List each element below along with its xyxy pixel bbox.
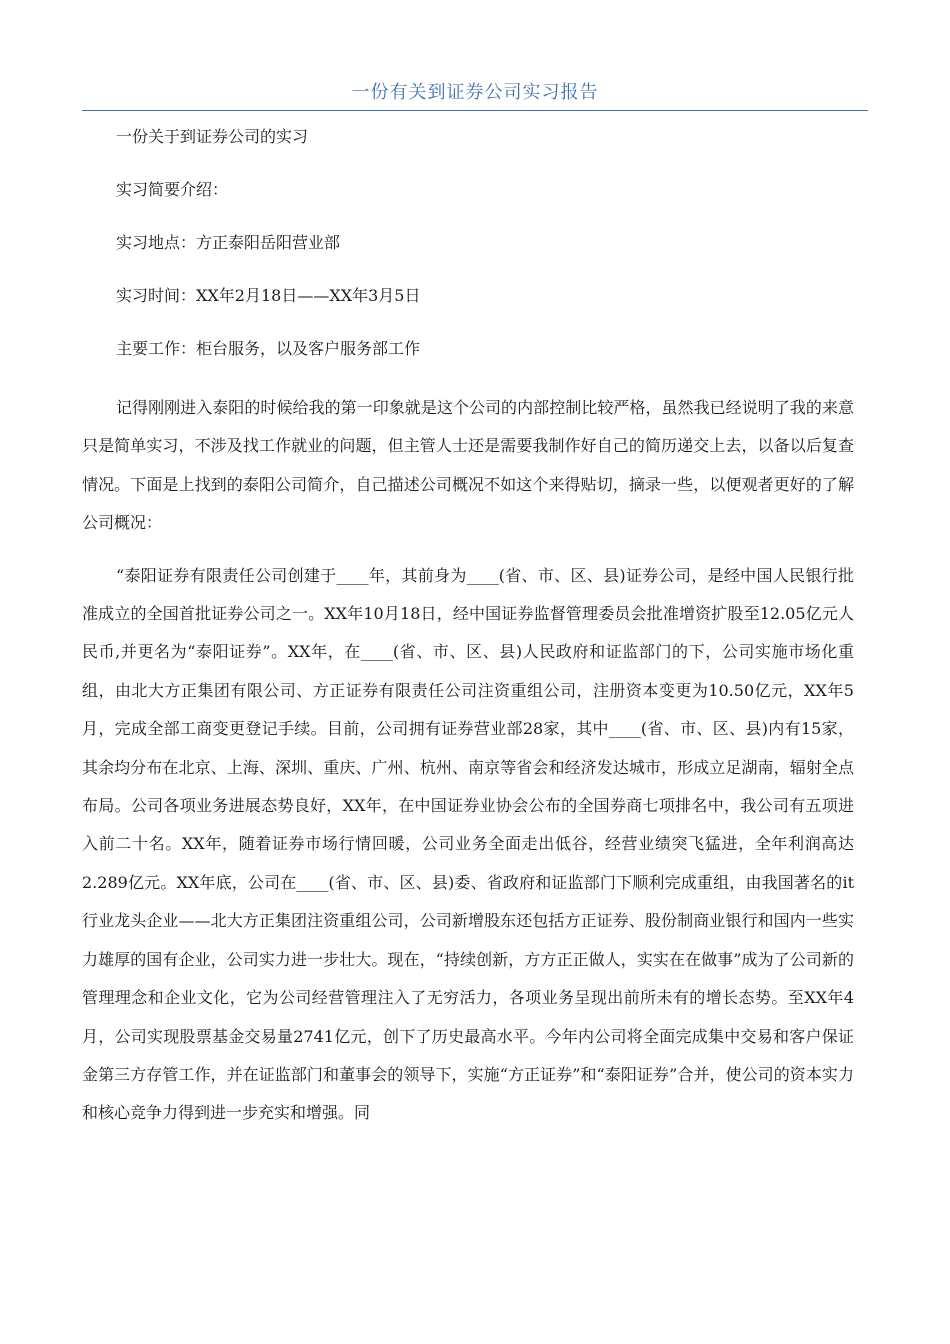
internship-period: 实习时间：XX年2月18日——XX年3月5日	[116, 286, 421, 305]
document-subtitle: 一份关于到证券公司的实习	[116, 127, 309, 146]
document-header	[82, 80, 868, 111]
paragraph-company-profile: “泰阳证券有限责任公司创建于____年，其前身为____(省、市、区、县)证券公司，是经中国人民银行批准成立的全国首批证券公司之一。XX年10月18日，经中国证券监督管理委员会批准增资扩股至12.05亿元人民币,并更名为“泰阳证券”。XX年，在____(省、市、区、县)人民政府和证监部门的下，公司实施市场化重组，由北大方正集团有限公司、方正证券有限责任公司注资重组公司，注册资本变更为10.50亿元，XX年5月，完成全部工商变更登记手续。目前，公司拥有证券营业部28家，其中____(省、市、区、县)内有15家，其余均分布在北京、上海、深圳、重庆、广州、杭州、南京等省会和经济发达城市，形成立足湖南，辐射全点布局。公司各项业务进展态势良好，XX年，在中国证券业协会公布的全国券商七项排名中，我公司有五项进入前二十名。XX年，随着证券市场行情回暖，公司业务全面走出低谷，经营业绩突飞猛进，全年利润高达2.289亿元。XX年底，公司在____(省、市、区、县)委、省政府和证监部门下顺利完成重组，由我国著名的it行业龙头企业——北大方正集团注资重组公司，公司新增股东还包括方正证券、股份制商业银行和国内一些实力雄厚的国有企业，公司实力进一步壮大。现在，“持续创新，方方正正做人，实实在在做事”成为了公司新的管理理念和企业文化，它为公司经营管理注入了无穷活力，各项业务呈现出前所未有的增长态势。至XX年4月，公司实现股票基金交易量2741亿元，创下了历史最高水平。今年内公司将全面完成集中交易和客户保证金第三方存管工作，并在证监部门和董事会的领导下，实施“方正证券”和“泰阳证券”合并，使公司的资本实力和核心竞争力得到进一步充实和增强。同	[82, 565, 854, 1123]
internship-location: 实习地点：方正泰阳岳阳营业部	[116, 233, 341, 252]
intro-heading: 实习简要介绍：	[116, 180, 229, 199]
main-duties: 主要工作：柜台服务，以及客户服务部工作	[116, 339, 421, 358]
document-body	[82, 124, 854, 1133]
document-title: 一份有关到证券公司实习报告	[351, 82, 599, 103]
paragraph-first-impression: 记得刚刚进入泰阳的时候给我的第一印象就是这个公司的内部控制比较严格，虽然我已经说明了我的来意只是简单实习，不涉及找工作就业的问题，但主管人士还是需要我制作好自己的简历递交上去，以备以后复查情况。下面是上找到的泰阳公司简介，自己描述公司概况不如这个来得贴切，摘录一些，以便观者更好的了解公司概况：	[82, 398, 854, 533]
